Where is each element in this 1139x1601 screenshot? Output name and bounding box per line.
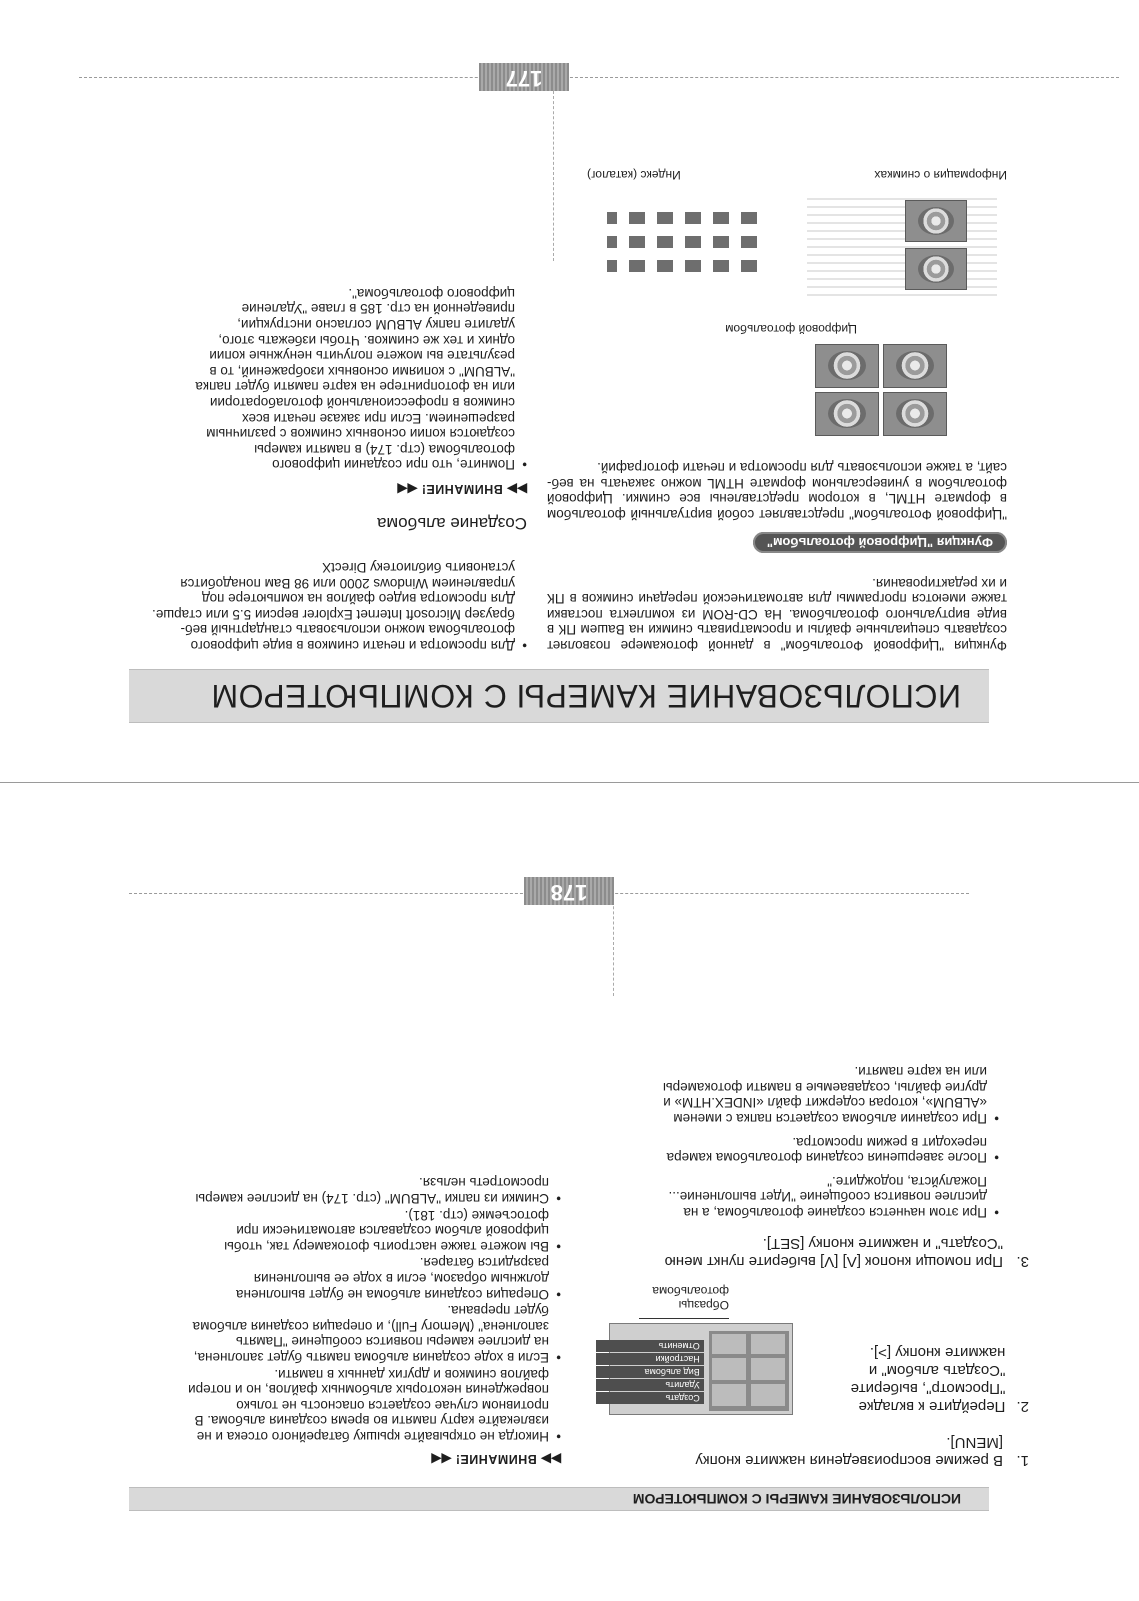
step-2: 2. Перейдите к вкладке "Просмотр", выберите "Создать альбом" и нажмите кнопку [>]. Создать Удалить Вид альбома Настройки Отменить (609, 1323, 1029, 1415)
step-3-bullet: • При этом начнется создание фотоальбома, а на дисплее появится сообщение "Идет выполнение... Пожалуйста, подождите." (639, 1173, 999, 1220)
album-photo (815, 344, 879, 388)
page-178-attention (185, 1174, 561, 1467)
section-paragraph: "Цифровой Фотоальбом" представляет собой виртуальный фотоальбом в формате HTML, в котором представлены все снимки. Цифровой фотоальбом в универсальном формате HTML можно закачать на веб-сайт, а также использовать для просмотра и печати фотографий. (547, 460, 1007, 523)
menu-item-create: Создать (596, 1392, 704, 1404)
page-178-steps (609, 1063, 1029, 1469)
menu-item-delete: Удалить (596, 1379, 704, 1391)
hand-icon: ◀◀ (397, 482, 418, 497)
hand-icon: ▶▶ (506, 482, 527, 497)
index-panel (607, 212, 757, 282)
browser-bullet-list (147, 559, 527, 653)
attention-heading-177: ▶▶ ВНИМАНИЕ! ◀◀ (397, 482, 527, 497)
attention-heading: ▶▶ ВНИМАНИЕ! ◀◀ (431, 1452, 561, 1466)
page-178-header: ИСПОЛЬЗОВАНИЕ КАМЕРЫ С КОМПЬЮТЕРОМ (632, 1491, 961, 1507)
album-bullet: • Помните, что при создании цифрового фотоальбома (стр. 174) в памяти камеры создаются копии основных снимков с различным разрешением. Если при заказе печати всех снимков в профессиональной фотолаборатории или на фотопринтере на карте памяти будет папка "ALBUM" с копиями основных изображений, то в результате вы можете получить ненужные копии одних и тех же снимков. Чтобы избежать этого, удалите папку ALBUM согласно инструкции, приведенной на стр. 185 в главе "Удаление цифрового фотоальбома". (187, 285, 527, 472)
attention-bullet: • Вы можете также настроить фотокамеру так, чтобы цифровой альбом создавался автоматически при фотосъемке (стр. 181). (185, 1207, 561, 1254)
album-figure (547, 322, 1007, 442)
page-178-header-bar (129, 1487, 989, 1511)
caption-album: Цифровой фотоальбом (725, 321, 857, 336)
hand-icon: ◀◀ (431, 1452, 452, 1466)
page-178-number: 178 (524, 877, 614, 905)
album-bullet-list (187, 285, 527, 472)
page-177-number: 177 (479, 63, 569, 91)
index-info-figure (547, 182, 1007, 312)
attention-bullet: • Снимки из папки "ALBUM" (стр. 174) на дисплее камеры просмотреть нельзя. (185, 1175, 561, 1206)
page-separator (0, 782, 1139, 783)
menu-item-view: Вид альбома (596, 1366, 704, 1378)
camera-menu-list (596, 1339, 704, 1404)
attention-bullets (185, 1175, 561, 1444)
page-177-divider (552, 91, 554, 261)
menu-preview-thumbs (709, 1331, 789, 1411)
menu-item-cancel: Отменить (596, 1340, 704, 1352)
info-panel (807, 192, 997, 302)
attention-bullet: • Операция создания альбома не будет выполнена должным образом, если в ходе ее выполнения разрядится батарея. (185, 1255, 561, 1302)
step-3-bullets (639, 1064, 999, 1220)
step-3: 3. При помощи кнопок [Λ] [V] выберите пункт меню "Создать" и нажмите кнопку [SET]. (664, 1235, 1029, 1270)
caption-info: Информация о снимках (874, 167, 1007, 182)
page-177-footer-rule (79, 77, 1119, 78)
album-photo (883, 392, 947, 436)
page-178-divider (612, 896, 614, 996)
caption-index: Индекс (каталог) (587, 167, 681, 182)
browser-bullet: • Для просмотра и печати снимков в виде цифрового фотоальбома можно использовать стандартный веб-браузер Microsoft Internet Explorer версии 5.5 или старше. Для просмотра видео файлов на компьютере под управлением Windows 2000 или 98 Вам понадобится установить библиотеку DirectX (147, 559, 527, 653)
section-pill: Функция "Цифровой фотоальбом" (753, 532, 1007, 553)
hand-icon: ▶▶ (540, 1452, 561, 1466)
album-heading: Создание альбома (377, 514, 527, 534)
section-pill-wrap (547, 532, 1007, 553)
figure-captions (587, 168, 1007, 182)
page-177-title: ИСПОЛЬЗОВАНИЕ КАМЕРЫ С КОМПЬЮТЕРОМ (210, 678, 961, 714)
attention-bullet: • Никогда не открывайте крышку батарейного отсека и не извлекайте карту памяти во время создания альбома. В противном случае создается опасность не только повреждения некоторых альбомных файлов, но и потери файлов снимков и других данных в памяти. (185, 1366, 561, 1444)
page-177-right-column (147, 284, 527, 653)
menu-item-settings: Настройки (596, 1353, 704, 1365)
album-samples-callout: Образцы фотоальбома (639, 1284, 729, 1319)
step-3-bullet: • После завершения создания фотоальбома камера переходит в режим просмотра. (639, 1134, 999, 1165)
intro-paragraph: Функция "Цифровой Фотоальбом" в данной фотокамере позволяет создавать специальные файлы и просматривать снимки на Вашем ПК в виде виртуального фотоальбома. На CD-ROM из комплекта поставки также имеются программы для автоматической передачи снимков в ПК и их редактирования. (547, 575, 1007, 653)
album-photo (815, 392, 879, 436)
attention-bullet: • Если в ходе создания альбома память будет заполнена, на дисплее камеры появится сообщение "Память заполнена" (Memory Full), и операция создания альбома будет прервана. (185, 1303, 561, 1365)
page-177-left-column (547, 168, 1007, 653)
album-photo (883, 344, 947, 388)
camera-menu-screenshot (609, 1323, 793, 1415)
step-3-bullet: • При создании альбома создается папка с именем «ALBUM», которая содержит файл «INDEX.HTM» и другие файлы, создаваемые в памяти фотокамеры или на карте памяти. (639, 1064, 999, 1126)
page-177-title-bar (129, 669, 989, 723)
step-1: 1. В режиме воспроизведения нажмите кнопку [MENU]. (695, 1434, 1029, 1469)
